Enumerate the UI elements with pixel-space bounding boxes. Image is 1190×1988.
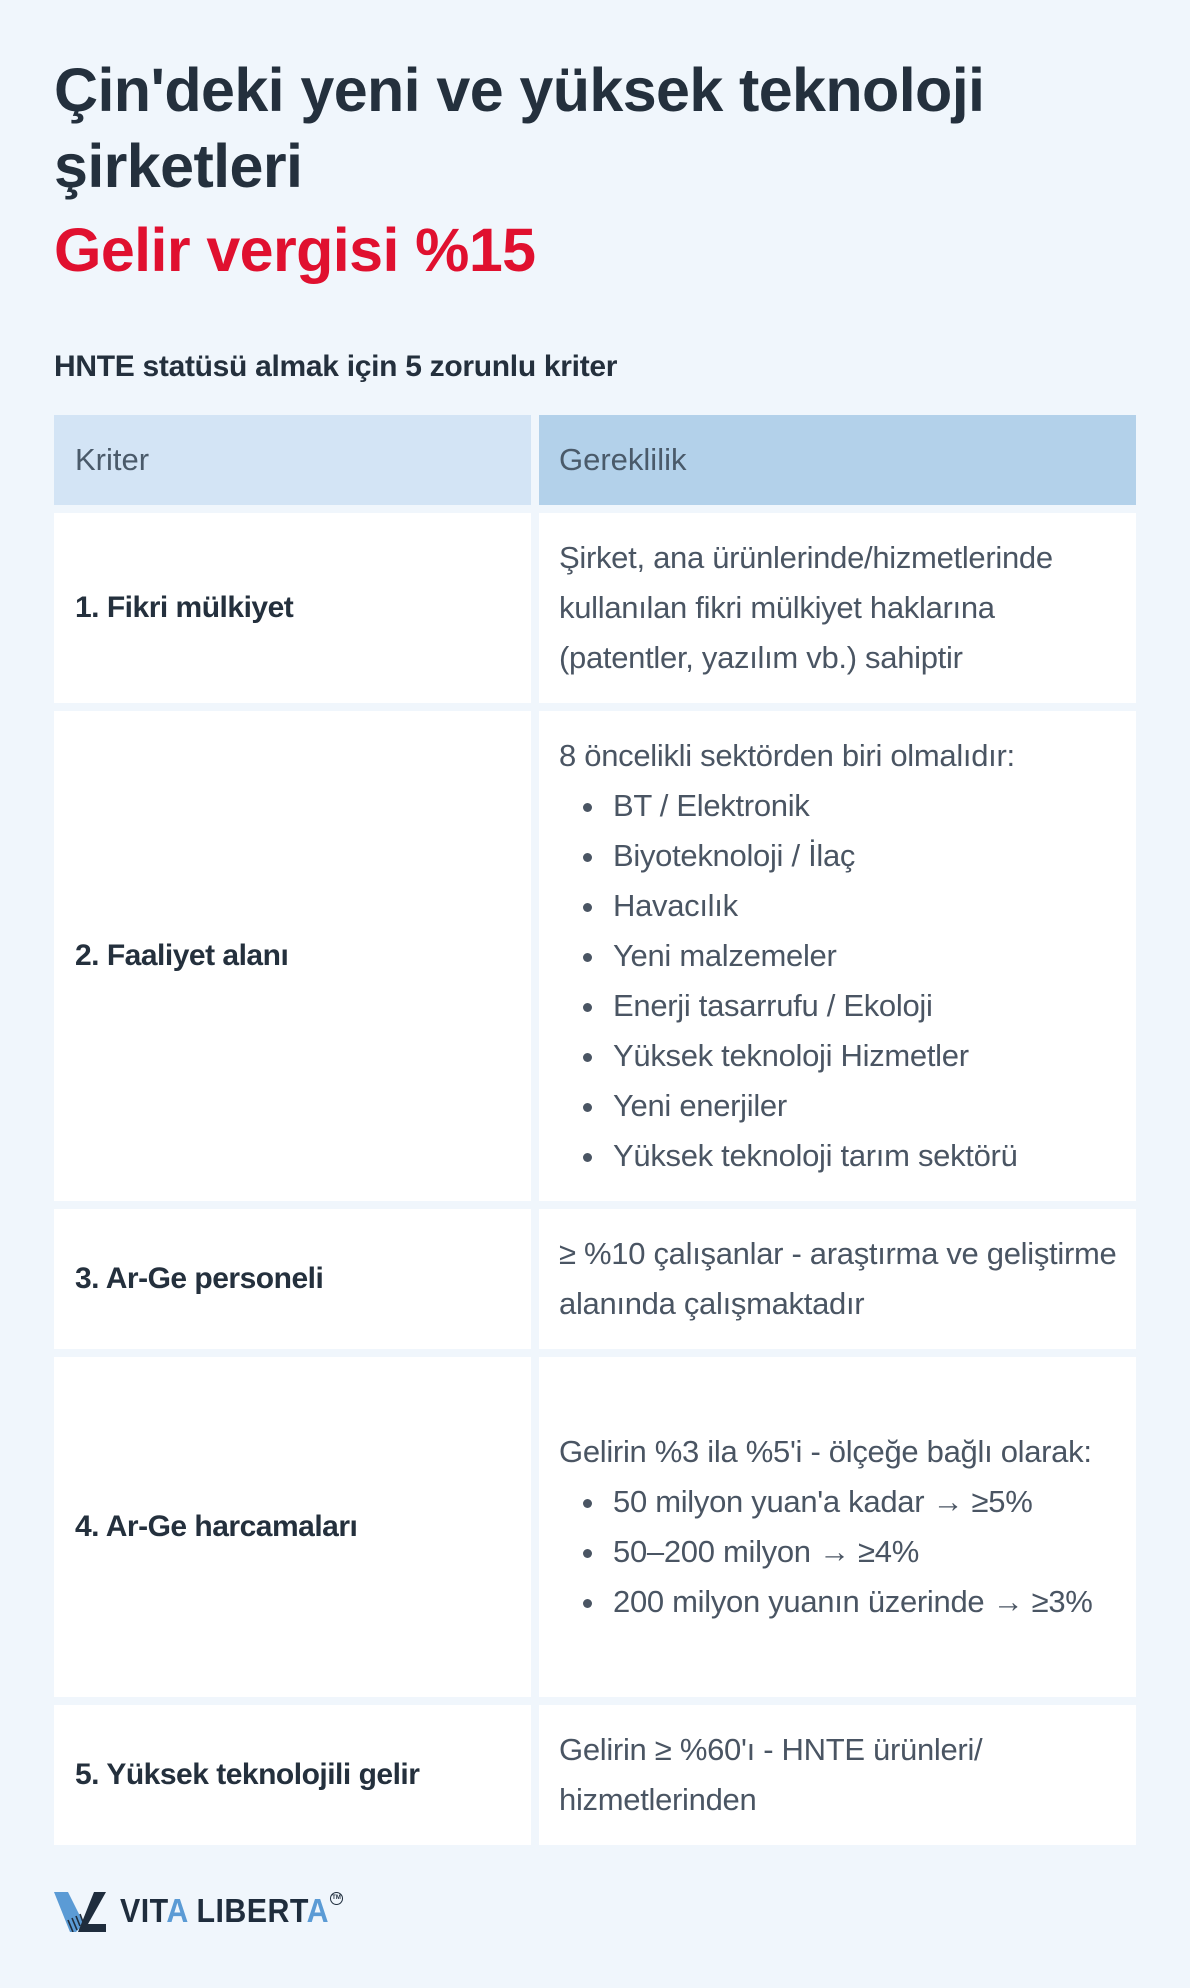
subtitle: HNTE statüsü almak için 5 zorunlu kriter	[54, 350, 618, 383]
list-item: Yeni enerjiler	[559, 1081, 1118, 1131]
requirement-cell	[539, 1209, 1136, 1349]
list-item: Enerji tasarrufu / Ekoloji	[559, 981, 1118, 1031]
list-item: Yüksek teknoloji Hizmetler	[559, 1031, 1118, 1081]
criterion-label: 2. Faaliyet alanı	[54, 711, 531, 1201]
requirement-text: ≥ %10 çalışanlar - araştırma ve geliştirme alanında çalışmaktadır	[559, 1236, 1117, 1321]
table-row	[54, 513, 1136, 703]
vita-liberta-logo-icon	[54, 1890, 110, 1932]
list-item: Biyoteknoloji / İlaç	[559, 831, 1118, 881]
list-item: Havacılık	[559, 881, 1118, 931]
requirement-cell	[539, 1357, 1136, 1697]
brand-logo	[54, 1890, 347, 1932]
sector-list	[559, 781, 1118, 1181]
requirement-text: Gelirin ≥ %60'ı - HNTE ürünleri/ hizmetlerinden	[559, 1732, 983, 1817]
list-item: Yüksek teknoloji tarım sektörü	[559, 1131, 1118, 1181]
requirement-text: 8 öncelikli sektörden biri olmalıdır:	[559, 738, 1015, 773]
requirement-text: Gelirin %3 ila %5'i - ölçeğe bağlı olarak:	[559, 1434, 1092, 1469]
table-row	[54, 1705, 1136, 1845]
requirement-cell	[539, 711, 1136, 1201]
title-line-1: Çin'deki yeni ve yüksek teknoloji	[54, 56, 985, 124]
brand-name-part: VIT	[120, 1892, 167, 1929]
brand-name-part: LIBERT	[187, 1892, 307, 1929]
criterion-label: 4. Ar-Ge harcamaları	[54, 1357, 531, 1697]
criterion-label: 3. Ar-Ge personeli	[54, 1209, 531, 1349]
criterion-label: 1. Fikri mülkiyet	[54, 513, 531, 703]
requirement-cell	[539, 1705, 1136, 1845]
table-row	[54, 711, 1136, 1201]
table-row	[54, 1357, 1136, 1697]
title-highlight: Gelir vergisi %15	[54, 216, 536, 284]
threshold-list	[559, 1477, 1118, 1627]
trademark-icon: TM	[330, 1892, 343, 1905]
list-item: 50 milyon yuan'a kadar → ≥5%	[559, 1477, 1118, 1527]
list-item: 50–200 milyon → ≥4%	[559, 1527, 1118, 1577]
brand-name-accent-a: A	[166, 1892, 188, 1929]
list-item: BT / Elektronik	[559, 781, 1118, 831]
list-item: Yeni malzemeler	[559, 931, 1118, 981]
column-header-criterion: Kriter	[54, 415, 531, 505]
brand-name	[120, 1890, 329, 1932]
table-row	[54, 1209, 1136, 1349]
requirement-text: Şirket, ana ürünlerinde/hizmetlerinde kullanılan fikri mülkiyet haklarına (patentler, yazılım vb.) sahiptir	[559, 540, 1053, 675]
list-item: 200 milyon yuanın üzerinde → ≥3%	[559, 1577, 1118, 1627]
criteria-table	[54, 415, 1136, 1853]
criterion-label: 5. Yüksek teknolojili gelir	[54, 1705, 531, 1845]
page-title	[54, 52, 1134, 288]
brand-name-accent-a: A	[306, 1892, 330, 1929]
table-header-row	[54, 415, 1136, 505]
title-line-2: şirketleri	[54, 132, 303, 200]
column-header-requirement: Gereklilik	[539, 415, 1136, 505]
requirement-cell	[539, 513, 1136, 703]
